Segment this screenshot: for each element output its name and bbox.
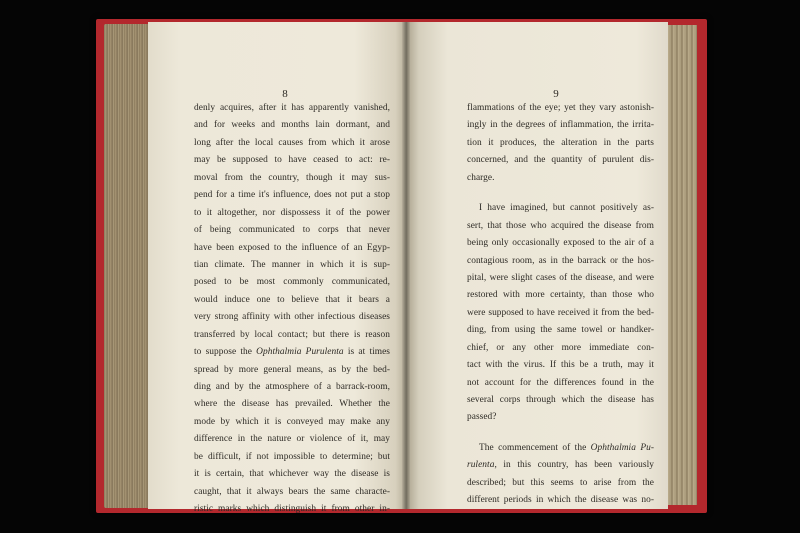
paragraph-gap [467, 187, 654, 200]
text-line: moval from the country, though it may sus- [194, 172, 390, 183]
text-line: tact with the virus. If this be a truth, may it [467, 360, 654, 371]
text-line: be difficult, if not impossible to determine; but [194, 451, 390, 462]
text-line: several corps through which the disease has [467, 395, 654, 405]
text-line: caught, that it always bears the same characte- [194, 486, 390, 497]
text-line: to it altogether, nor dispossess it of the power [194, 207, 390, 218]
text-line: being only occasionally exposed to the air of a [467, 238, 654, 249]
page-text [194, 100, 390, 519]
text-line: would induce one to believe that it bears a [194, 294, 390, 305]
text-line: charge. [467, 172, 495, 183]
page-text [467, 100, 654, 510]
text-line: where the disease has prevailed. Whether the [194, 399, 390, 410]
page-number: 8 [282, 88, 288, 100]
book-gutter [402, 22, 410, 509]
text-line: may be supposed to have ceased to act: re- [194, 155, 390, 166]
right-page [406, 22, 668, 509]
text-line: not account for the differences found in the [467, 377, 654, 388]
text-line: sert, that those who acquired the disease from [467, 220, 654, 231]
text-line: denly acquires, after it has apparently vanished, [194, 103, 390, 113]
text-line: rulenta, in this country, has been variously [467, 460, 654, 471]
text-line: ding and by the atmosphere of a barrack-room, [194, 382, 390, 392]
text-line: pital, were slight cases of the disease, and were [467, 272, 654, 283]
text-line: tian climate. The manner in which it is sup- [194, 259, 390, 270]
text-line: transferred by local contact; but there is reason [194, 329, 390, 340]
text-line: have been exposed to the influence of an Egyp- [194, 242, 390, 253]
text-line: spread by more general means, as by the bed- [194, 364, 390, 375]
text-line: concerned, and the quantity of purulent dis- [467, 155, 654, 166]
text-line: different periods in which the disease was no- [467, 495, 654, 506]
text-line: I have imagined, but cannot positively as- [479, 203, 654, 214]
text-line: posed to be most commonly communicated, [194, 277, 390, 288]
left-page [148, 22, 406, 515]
paragraph-gap [467, 427, 654, 440]
text-line: restored with more certainty, than those who [467, 290, 654, 301]
page-number: 9 [553, 88, 559, 100]
text-line: flammations of the eye; yet they vary astonish- [467, 103, 654, 113]
text-line: very strong affinity with other infectious diseases [194, 312, 390, 323]
text-line: chief, or any other more immediate con- [467, 342, 654, 353]
text-line: to suppose the Ophthalmia Purulenta is at times [194, 347, 391, 358]
text-line: tion it produces, the alteration in the parts [467, 137, 654, 148]
text-line: described; but this seems to arise from the [467, 477, 654, 488]
text-line: of being communicated to corps that never [194, 225, 390, 236]
text-line: ristic marks which distinguish it from other in- [194, 504, 390, 515]
text-line: it is certain, that whichever way the disease is [194, 469, 390, 480]
text-line: difference in the nature or violence of it, may [194, 434, 390, 445]
text-line: The commencement of the Ophthalmia Pu- [479, 442, 654, 453]
text-line: long after the local causes from which it arose [194, 137, 390, 148]
text-line: mode by which it is conveyed may make any [194, 416, 390, 427]
text-line: ingly in the degrees of inflammation, the irrita- [467, 120, 654, 131]
text-line: and for weeks and months lain dormant, and [194, 120, 390, 131]
page-edges-left [104, 24, 150, 508]
page-edges-right [665, 25, 697, 505]
text-line: passed? [467, 412, 497, 423]
text-line: contagious room, as in the barrack or the hos- [467, 255, 654, 266]
text-line: were supposed to have received it from the bed- [467, 307, 654, 318]
text-line: pend for a time it's influence, does not put a stop [194, 190, 390, 201]
text-line: ding, from using the same towel or handker- [467, 325, 654, 336]
